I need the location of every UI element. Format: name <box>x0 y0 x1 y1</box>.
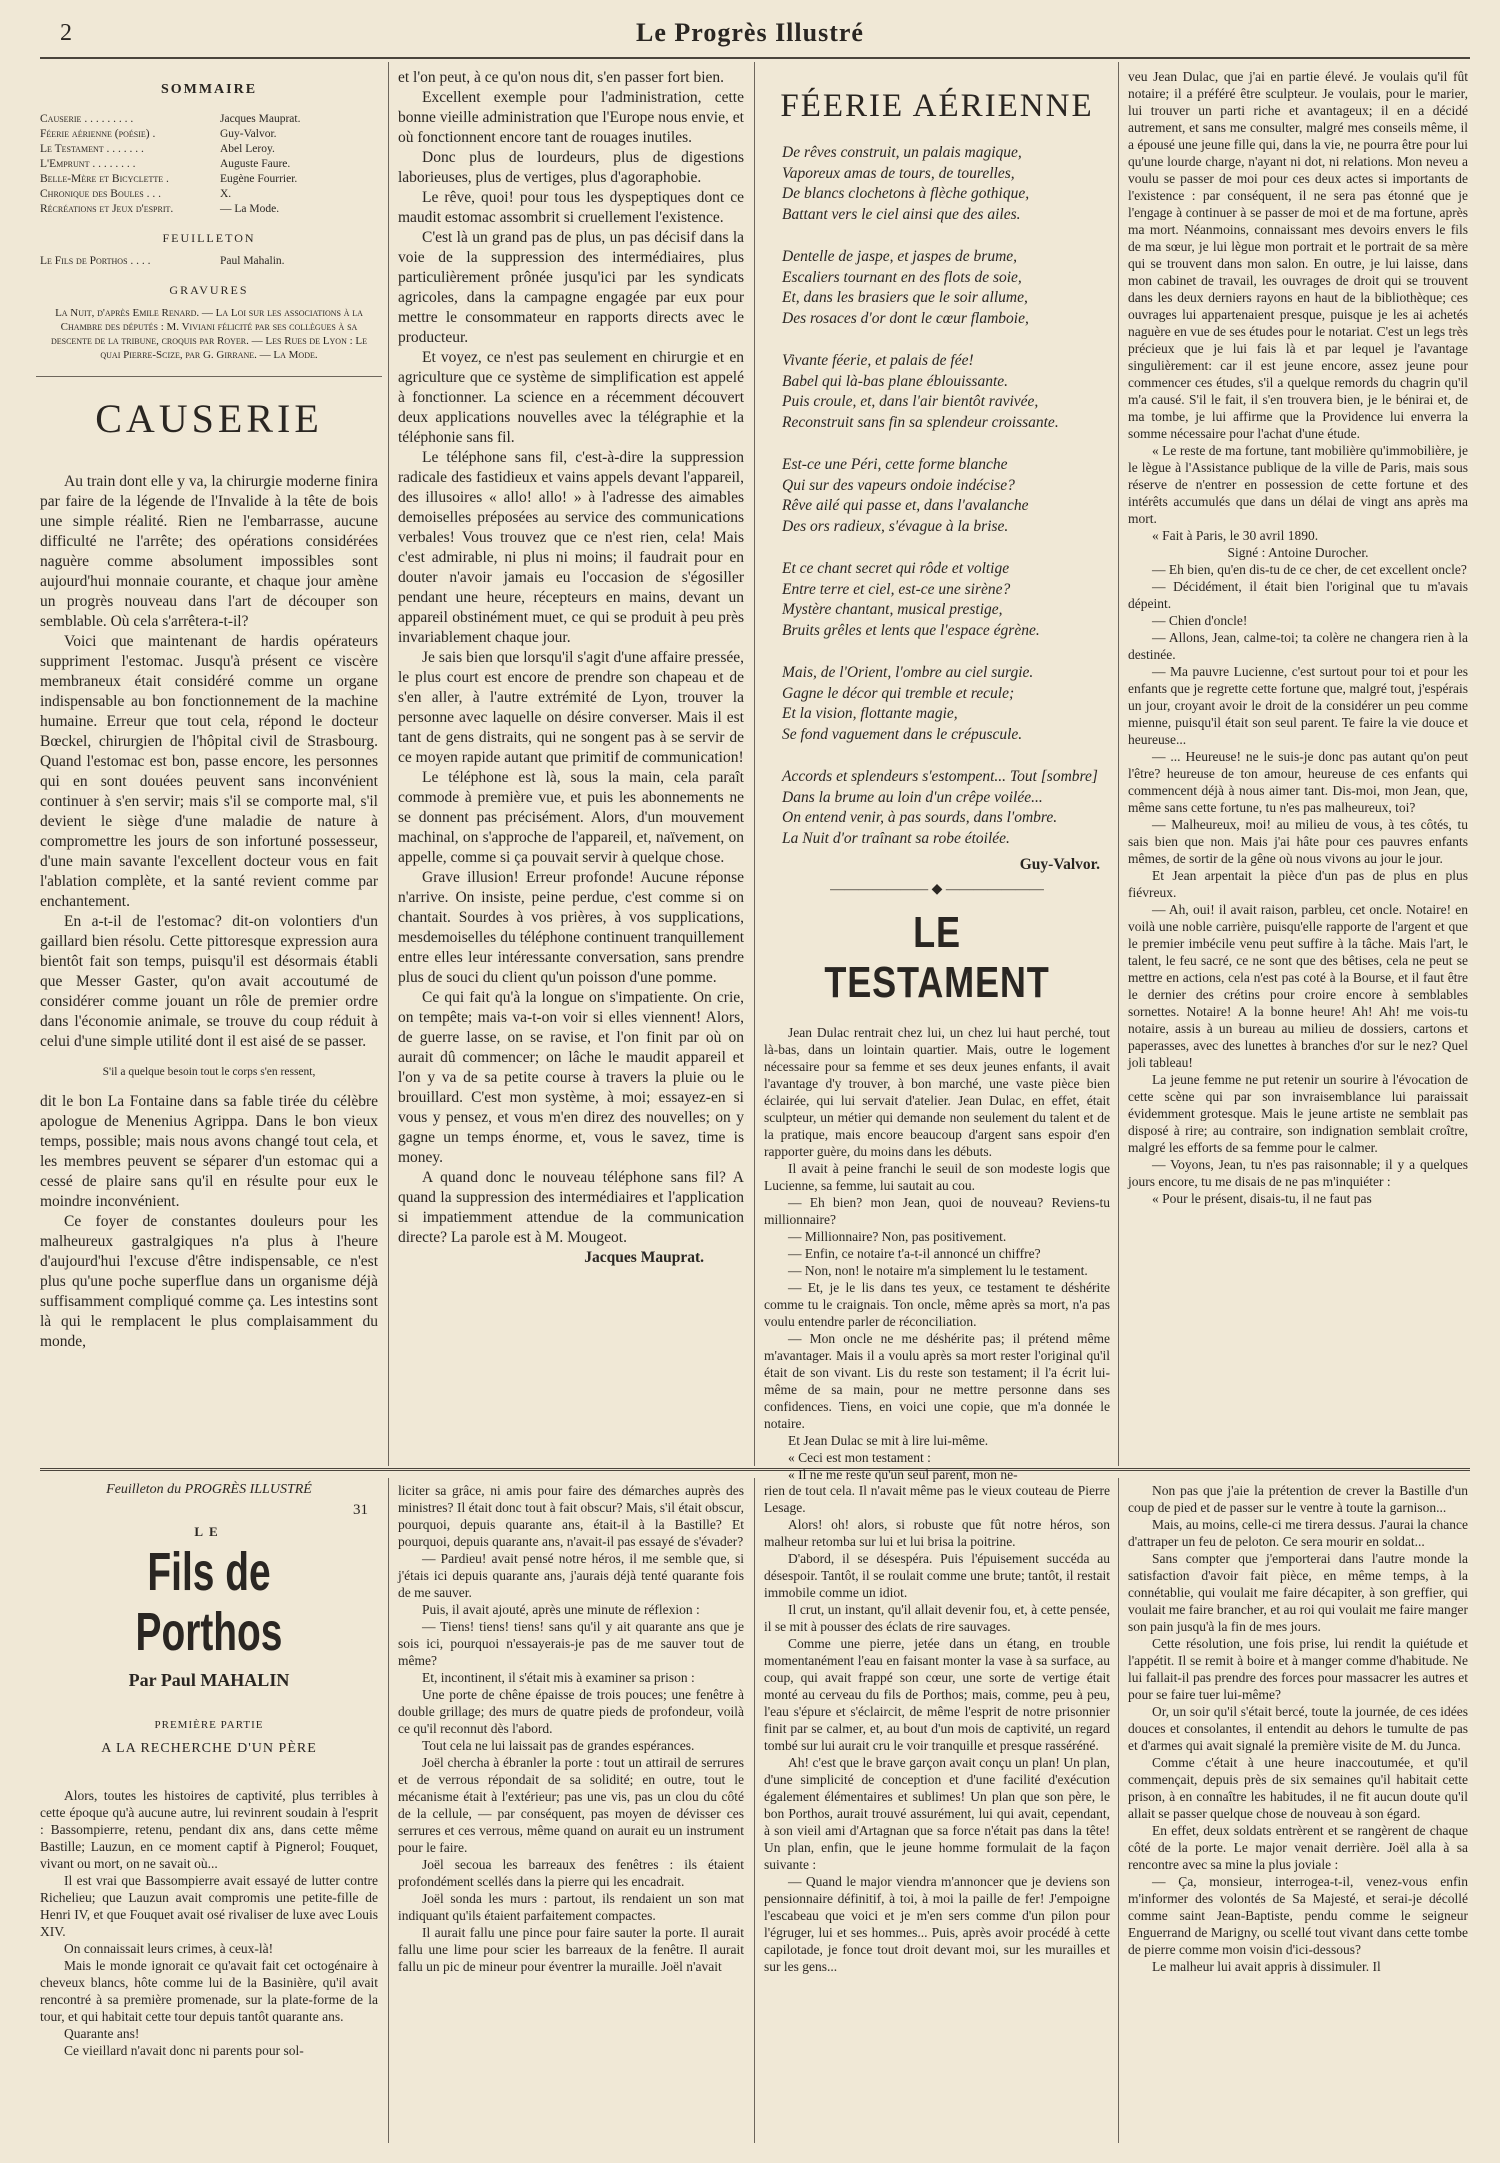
quote-line: S'il a quelque besoin tout le corps s'en ressent, <box>102 1066 316 1078</box>
paragraph: Cette résolution, une fois prise, lui rendit la quiétude et l'appétit. Il se remit à boire et à manger comme d'habitude. Ne lui fallait-il pas prendre des forces pour massacrer les autres et pour se faire tuer lui-même? <box>1128 1636 1468 1702</box>
stanza <box>782 559 1110 641</box>
page-number: 2 <box>60 20 72 46</box>
sommaire-item-author: Eugène Fourrier. <box>220 173 298 185</box>
sommaire-item-title: Causerie . . . . . . . . . <box>40 113 134 125</box>
paragraph: Et voyez, ce n'est pas seulement en chirurgie et en agriculture que ce système de simplification est appelé à fonctionner. La science en a récemment découvert deux applications nouvelles avec la télégraphie et la téléphonie sans fil. <box>398 349 744 446</box>
verse: Rêve ailé qui passe et, dans l'avalanche <box>782 497 1029 514</box>
paragraph: Signé : Antoine Durocher. <box>1227 545 1369 560</box>
sommaire-item <box>40 202 378 217</box>
sommaire-item-title: Féerie aérienne (poésie) . <box>40 128 156 140</box>
feuilleton-label: FEUILLETON <box>162 231 256 245</box>
paragraph: Je sais bien que lorsqu'il s'agit d'une affaire pressée, le plus court est encore de prendre son chapeau et de s'en aller, à l'autre extrémité de Lyon, trouver la personne avec laquelle on désire converser. Mais il est tant de gens distraits, qui ne songent pas à se servir de ce moyen rapide autant que primitif de communication! <box>398 649 744 766</box>
paragraph: Mais, au moins, celle-ci me tirera dessus. J'aurai la chance d'attraper un feu de peloton. Ce sera mourir en soldat... <box>1128 1517 1468 1549</box>
feerie-signature: Guy-Valvor. <box>1019 856 1100 873</box>
paragraph: « Ceci est mon testament : <box>788 1450 931 1465</box>
paragraph: — Mon oncle ne me déshérite pas; il prétend même m'avantager. Mais il a voulu après sa mort rester l'original qu'il était de son vivant. Lis du reste son testament; il l'a écrit lui-même de sa main, pour ne mettre personne dans ses confidences. Tiens, en voici une copie, que m'a donnée le notaire. <box>764 1331 1110 1431</box>
verse: De blancs clochetons à flèche gothique, <box>782 185 1030 202</box>
stanza <box>782 455 1110 537</box>
causerie-text <box>40 472 378 1352</box>
gravures-list: La Nuit, d'après Emile Renard. — La Loi sur les associations à la Chambre des députés : M. Viviani félicité par ses collègues à sa descente de la tribune, croquis par Royer. — Les Rues de Lyon : Le quai Pierre-Scize, par G. Girrane. — La Mode. <box>50 307 368 361</box>
paragraph: — Millionnaire? Non, pas positivement. <box>788 1229 1007 1244</box>
paragraph: « Le reste de ma fortune, tant mobilière qu'immobilière, je le lègue à l'Assistance publique de la ville de Paris, mais sous réserve de n'entrer en possession de cette fortune et des intérêts accumulés que dans un délai de vingt ans après ma mort. <box>1128 443 1468 526</box>
testament-title: LE TESTAMENT <box>824 908 1050 1007</box>
paragraph: On connaissait leurs crimes, à ceux-là! <box>64 1941 274 1956</box>
paragraph: Ah! c'est que le brave garçon avait conçu un plan! Un plan, d'une simplicité de conception et d'une facilité d'exécution également élémentaires et sublimes! Un plan que son père, le bon Porthos, aurait trouvé assurément, lui qui avait, cependant, à son vieil ami d'Artagnan que sa force n'était pas dans la tête! Un plan, enfin, que le jeune homme formulait de la façon suivante : <box>764 1755 1110 1872</box>
paragraph: et l'on peut, à ce qu'on nous dit, s'en passer fort bien. <box>398 69 725 86</box>
sommaire-rule <box>36 376 382 377</box>
column-rule <box>754 62 755 1466</box>
feuilleton-section: A LA RECHERCHE D'UN PÈRE <box>101 1741 317 1756</box>
column-1 <box>40 70 378 1465</box>
journal-title: Le Progrès Illustré <box>636 18 864 47</box>
paragraph: C'est là un grand pas de plus, un pas décisif dans la voie de la suppression des intermédiaires, plus particulièrement prônée jusqu'ici par les syndicats agricoles, dans la campagne engagée par eux pour mettre le consommateur en rapports directs avec le producteur. <box>398 229 744 346</box>
feuilleton-part: PREMIÈRE PARTIE <box>154 1719 264 1731</box>
paragraph: « Fait à Paris, le 30 avril 1890. <box>1152 528 1319 543</box>
paragraph: — Enfin, ce notaire t'a-t-il annoncé un chiffre? <box>788 1246 1041 1261</box>
sommaire-item-author: Guy-Valvor. <box>220 128 277 140</box>
feuilleton-text <box>40 1787 378 2059</box>
sommaire-item-author: Abel Leroy. <box>220 143 275 155</box>
sommaire-item-title: Le Fils de Porthos . . . . <box>40 255 151 267</box>
column-rule <box>388 1478 389 2143</box>
paragraph: Or, un soir qu'il s'était bercé, toute la journée, de ces idées douces et consolantes, il entendit au dehors le tumulte de pas et d'armes qui avait signalé la première visite de M. du Junca. <box>1128 1704 1468 1753</box>
paragraph: Le malheur lui avait appris à dissimuler. Il <box>1152 1959 1381 1974</box>
paragraph: Ce qui fait qu'à la longue on s'impatiente. On crie, on tempête; mais va-t-on voir si elles viennent! Alors, de guerre lasse, on se ravise, et l'on finit par où on aurait dû commencer; on lâche le maudit appareil et l'on y va de sa petite course à travers la pluie ou le brouillard. C'est mon système, à moi; essayez-en si vous y pensez, et vous m'en direz des nouvelles; on y gagne un temps énorme, et, vous le savez, time is money. <box>398 989 744 1166</box>
paragraph: rien de tout cela. Il n'avait même pas le vieux couteau de Pierre Lesage. <box>764 1483 1110 1515</box>
paragraph: — Voyons, Jean, tu n'es pas raisonnable; il y a quelques jours encore, tu me disais de ne pas m'inquiéter : <box>1128 1157 1468 1189</box>
paragraph: « Pour le présent, disais-tu, il ne faut pas <box>1152 1191 1372 1206</box>
verse: Mystère chantant, musical prestige, <box>782 601 1003 618</box>
verse: Escaliers tournant en des flots de soie, <box>782 268 1022 286</box>
poem <box>764 143 1110 849</box>
verse: Gagne le décor qui tremble et recule; <box>782 684 1015 702</box>
verse: Est-ce une Péri, cette forme blanche <box>782 456 1008 473</box>
stanza <box>782 351 1110 433</box>
sommaire-item-author: Jacques Mauprat. <box>220 113 301 125</box>
sommaire-item-author: Auguste Faure. <box>220 158 291 170</box>
verse: Reconstruit sans fin sa splendeur croissante. <box>782 413 1059 431</box>
paragraph: Une porte de chêne épaisse de trois pouces; une fenêtre à double grillage; des murs de quatre pieds de profondeur, voilà ce qu'il reconnut dès l'abord. <box>398 1687 744 1736</box>
stanza <box>782 767 1110 849</box>
paragraph: « Il ne me reste qu'un seul parent, mon ne- <box>788 1467 1018 1482</box>
paragraph: Comme une pierre, jetée dans un étang, en trouble momentanément l'eau en faisant monter la vase à sa surface, au coup, qui avait frappé son cœur, une sorte de vertige était monté au cerveau du fils de Porthos; mais, comme, peu à peu, l'eau s'épure et s'éclaircit, de même l'esprit de notre prisonnier finit par se calmer, et, au bout d'un mois de captivité, un regard tombé sur lui aurait cru le voir tranquille et presque rasséréné. <box>764 1636 1110 1753</box>
sommaire-list <box>40 112 378 217</box>
paragraph: — Quand le major viendra m'annoncer que je deviens son pensionnaire définitif, à toi, à moi la paille de fer! J'empoigne l'escabeau que voici et je m'en sers comme d'un pilon pour l'égruger, lui et ses hommes... Puis, après avoir procédé à cette capilotade, je fonce tout droit devant moi, sur les murailles et sur les gens... <box>764 1874 1110 1974</box>
title-article: LE <box>194 1524 224 1539</box>
paragraph: Excellent exemple pour l'administration, cette bonne vieille administration que l'Europe nous envie, et où fonctionnent encore tant de rouages inutiles. <box>398 89 744 146</box>
verse: Et ce chant secret qui rôde et voltige <box>782 560 1010 577</box>
paragraph: — Chien d'oncle! <box>1152 613 1248 628</box>
verse: Et la vision, flottante magie, <box>782 705 958 722</box>
feuilleton-divider <box>40 1468 1470 1471</box>
paragraph: — Tiens! tiens! tiens! sans qu'il y ait quarante ans que je sois ici, pourquoi n'essayerais-je pas de me sauver tout de même? <box>398 1619 744 1668</box>
paragraph: — Décidément, il était bien l'original que tu m'avais dépeint. <box>1128 579 1468 611</box>
paragraph: — Malheureux, moi! au milieu de vous, à tes côtés, tu sais bien que non. Mais j'ai hâte pour ces pauvres enfants mêmes, de sortir de la gêne où nous vivons au jour le jour. <box>1128 817 1468 866</box>
verse: Bruits grêles et lents que l'espace égrène. <box>782 621 1040 639</box>
paragraph: Mais le monde ignorait ce qu'avait fait cet octogénaire à cheveux blancs, hôte comme lui de la Basinière, qu'il avait rencontré à sa première promenade, sur la plate-forme de la tour, et qui habitait cette tour depuis tantôt quarante ans. <box>40 1958 378 2024</box>
paragraph: En effet, deux soldats entrèrent et se rangèrent de chaque côté de la porte. Le major venait derrière. Joël alla à sa rencontre avec sa mine la plus joviale : <box>1128 1823 1468 1872</box>
paragraph: — Eh bien, qu'en dis-tu de ce cher, de cet excellent oncle? <box>1152 562 1467 577</box>
verse: Vivante féerie, et palais de fée! <box>782 352 974 369</box>
verse: Entre terre et ciel, est-ce une sirène? <box>782 580 1011 598</box>
verse: Dans la brume au loin d'un crêpe voilée... <box>782 788 1043 806</box>
sommaire-item-title: Belle-Mère et Bicyclette . <box>40 173 169 185</box>
sommaire-item <box>40 142 378 157</box>
ornament-divider: ——————— ◆ ——————— <box>830 882 1044 897</box>
paragraph: Joël chercha à ébranler la porte : tout un attirail de serrures et de verrous répondait de sa solidité; en outre, tout le mécanisme était à l'extérieur; pas une vis, pas un clou du côté de la cellule, — par conséquent, pas moyen de dévisser ces serrures et ces verrous, même quand on aurait eu un instrument pour le faire. <box>398 1755 744 1855</box>
sommaire-item-author: Paul Mahalin. <box>220 255 285 267</box>
paragraph: Joël secoua les barreaux des fenêtres : ils étaient profondément scellés dans la pierre qui les encadrait. <box>398 1857 744 1889</box>
paragraph: Alors, toutes les histoires de captivité, plus terribles à cette époque qu'à aucune autre, lui revinrent soudain à l'esprit : Bassompierre, retenu, pendant dix ans, dans cette même Bastille; Lauzun, en ce moment captif à Pignerol; Fouquet, vivant ou mort, on ne savait où... <box>40 1788 378 1871</box>
paragraph: A quand donc le nouveau téléphone sans fil? A quand la suppression des intermédiaires et l'application si impatiemment attendue de la communication directe? La parole est à M. Mougeot. <box>398 1169 744 1246</box>
paragraph: Le téléphone est là, sous la main, cela paraît commode à première vue, et puis les abonnements ne se donnent pas précisément. Alors, d'un mouvement machinal, on s'approche de l'appareil, et, naïvement, on appelle, comme si ça pouvait servir à quelque chose. <box>398 769 744 866</box>
paragraph: Il crut, un instant, qu'il allait devenir fou, et, à cette pensée, il se mit à pousser des éclats de rire sauvages. <box>764 1602 1110 1634</box>
column-rule <box>754 1478 755 2143</box>
stanza <box>782 663 1110 745</box>
paragraph: Joël sonda les murs : partout, ils rendaient un son mat indiquant qu'ils étaient parfaitement compactes. <box>398 1891 744 1923</box>
verse: Puis croule, et, dans l'air bientôt ravivée, <box>782 393 1039 410</box>
paragraph: veu Jean Dulac, que j'ai en partie élevé. Je voulais qu'il fût notaire; il a préféré être sculpteur. Je voulais, pour le marier, lui trouver un parti riche et avantageux; il en a décidé autrement, et sans me consulter, malgré mes conseils même, il a épousé une jeune fille qui, dans la vie, ne pourra être pour lui qu'une lourde charge, n'ayant ni dot, ni relations. Mon neveu a voulu se passer de moi pour ces deux actes si importants de l'existence : par conséquent, il ne sera pas étonné que je l'engage à continuer à se passer de moi et de ma fortune, après ma mort. Néanmoins, connaissant mes devoirs envers le fils de ma sœur, je lui lègue mon portrait et le portrait de sa mère qui se trouvent dans mon salon. En outre, je lui laisse, dans mon cabinet de travail, les ouvrages de droit qui se trouvent dans les deux derniers rayons en haut de la bibliothèque; ces ouvrages lui appartenaient presque, puisque je les ai achetés naguère en vue de ses études pour le notariat. C'est un legs très précieux que je lui fais là et par lequel je l'avantage singulièrement: car il est jeune encore, assez jeune pour commencer ces études, s'il a quelque remords du chagrin qu'il m'a causé. S'il le fait, il s'en trouvera bien, je le bénirai et, de ma tombe, je lui affirme que la Providence lui enverra la somme nécessaire pour l'achat d'une étude. <box>1128 69 1469 441</box>
sommaire-item <box>40 254 378 269</box>
paragraph: Il avait à peine franchi le seuil de son modeste logis que Lucienne, sa femme, lui sautait au cou. <box>764 1161 1110 1193</box>
paragraph: Alors! oh! alors, si robuste que fût notre héros, son malheur retomba sur lui et lui brisa la poitrine. <box>764 1517 1110 1549</box>
stanza <box>782 247 1110 329</box>
paragraph: — Allons, Jean, calme-toi; ta colère ne changera rien à la destinée. <box>1128 630 1468 662</box>
paragraph: Donc plus de lourdeurs, plus de digestions laborieuses, plus de vertiges, plus d'agoraphobie. <box>398 149 744 186</box>
feuilleton-column-1 <box>40 1482 378 2142</box>
paragraph: Ce vieillard n'avait donc ni parents pour sol- <box>64 2043 304 2058</box>
paragraph: — Pardieu! avait pensé notre héros, il me semble que, si j'étais ici depuis quarante ans, j'aurais déjà tenté quarante fois de me sauver. <box>398 1551 744 1600</box>
paragraph: Il est vrai que Bassompierre avait essayé de lutter contre Richelieu; que Lauzun avait compromis une petite-fille de Henri IV, et que Fouquet avait osé rivaliser de luxe avec Louis XIV. <box>40 1873 378 1939</box>
paragraph: Et Jean arpentait la pièce d'un pas de plus en plus fiévreux. <box>1128 868 1468 900</box>
stanza <box>782 143 1110 225</box>
sommaire-item <box>40 157 378 172</box>
verse: Des ors radieux, s'évague à la brise. <box>782 517 1009 535</box>
column-3 <box>764 68 1110 1482</box>
paragraph: Ce foyer de constantes douleurs pour les malheureux gastralgiques n'a plus à l'heure d'aujourd'hui l'excuse d'être indispensable, ce n'est plus qu'une poche superflue dans un organisme déjà suffisamment compliqué comme ça. Les intestins sont là qui le remplacent le plus complaisamment du monde, <box>40 1213 378 1350</box>
sommaire-item <box>40 112 378 127</box>
verse: Et, dans les brasiers que le soir allume, <box>782 289 1028 306</box>
feuilleton-author: Par Paul MAHALIN <box>128 1670 290 1690</box>
verse: Des rosaces d'or dont le cœur flamboie, <box>782 309 1029 327</box>
paragraph: La jeune femme ne put retenir un sourire à l'évocation de cette scène qui par son invraisemblance lui paraissait évidemment grotesque. Mais le jeune artiste ne semblait pas disposé à rire; au contraire, son indignation semblait croître, malgré les efforts de sa femme pour le calmer. <box>1128 1072 1468 1155</box>
paragraph: — ... Heureuse! ne le suis-je donc pas autant qu'on peut l'être? heureuse de ton amour, heureuse de ces enfants qui commencent déjà à nous aimer tant. Dis-moi, mon Jean, que, même sans cette fortune, tu n'es pas malheureux, toi? <box>1128 749 1468 815</box>
sommaire-item-title: L'Emprunt . . . . . . . . <box>40 158 136 170</box>
paragraph: — Ma pauvre Lucienne, c'est surtout pour toi et pour les enfants que je regrette cette fortune que, malgré tout, j'espérais un jour, croyant avoir le droit de la considérer un peu comme mienne, puisqu'il était son seul parent. Te faire la vie douce et heureuse... <box>1128 664 1468 747</box>
verse: Mais, de l'Orient, l'ombre au ciel surgie. <box>782 664 1034 681</box>
causerie-signature: Jacques Mauprat. <box>584 1249 704 1266</box>
verse: Se fond vaguement dans le crépuscule. <box>782 725 1023 743</box>
paragraph: Le rêve, quoi! pour tous les dyspeptiques dont ce maudit estomac assombrit si cruellement l'existence. <box>398 189 744 226</box>
paragraph: dit le bon La Fontaine dans sa fable tirée du célèbre apologue de Menenius Agrippa. Dans le bon vieux temps, possible; mais nous avons changé tout cela, et les membres peuvent se séparer d'un estomac qui a cessé de plaire sans qu'il en résulte pour eux le moindre inconvénient. <box>40 1093 378 1210</box>
paragraph: — Ça, monsieur, interrogea-t-il, venez-vous enfin m'informer des volontés de Sa Majesté, et serai-je décollé comme saint Jean-Baptiste, pendu comme le seigneur Enguerrand de Marigny, ou scellé tout vivant dans cette tombe de pierre comme mon voisin d'ici-dessous? <box>1128 1874 1468 1957</box>
feuilleton-header: Feuilleton du PROGRÈS ILLUSTRÉ <box>106 1482 312 1497</box>
feuilleton-column-3 <box>764 1482 1110 2142</box>
paragraph: Sans compter que j'emporterai dans l'autre monde la satisfaction d'avoir fait pièce, en même temps, à la connétablie, qui voulait me faire décapiter, à son greffier, qui voulait me faire brancher, et au roi qui voulait me faire manger son pain jusqu'à la fin de mes jours. <box>1128 1551 1468 1634</box>
paragraph: D'abord, il se désespéra. Puis l'épuisement succéda au désespoir. Tantôt, il se roulait comme une brute; tantôt, il restait immobile comme un idiot. <box>764 1551 1110 1600</box>
verse: Qui sur des vapeurs ondoie indécise? <box>782 476 1015 494</box>
paragraph: — Et, je le lis dans tes yeux, ce testament te déshérite comme tu le craignais. Ton oncle, même après sa mort, n'a pas voulu entendre parler de réconciliation. <box>764 1280 1110 1329</box>
verse: Battant vers le ciel ainsi que des ailes. <box>782 205 1021 223</box>
column-rule <box>1118 62 1119 1466</box>
paragraph: Puis, il avait ajouté, après une minute de réflexion : <box>422 1602 700 1617</box>
gravures-label: GRAVURES <box>169 283 249 297</box>
verse: Dentelle de jaspe, et jaspes de brume, <box>782 248 1018 265</box>
verse: Accords et splendeurs s'estompent... Tout [sombre] <box>782 768 1098 785</box>
feuilleton-column-2 <box>398 1482 744 2142</box>
paragraph: liciter sa grâce, ni amis pour faire des démarches auprès des ministres? Il était donc tout à fait obscur? Mais, s'il était obscur, pourquoi, depuis quarante ans, était-il à la Bastille? Et pourquoi, depuis quarante ans, n'avait-il pas essayé de s'évader? <box>398 1483 744 1549</box>
paragraph: Comme c'était à une heure inaccoutumée, et qu'il commençait, depuis près de six semaines qu'il habitait cette prison, à en connaître les habitudes, il ne fit aucun doute qu'il allait se passer quelque chose de nouveau à son égard. <box>1128 1755 1468 1821</box>
paragraph: Tout cela ne lui laissait pas de grandes espérances. <box>422 1738 695 1753</box>
verse: De rêves construit, un palais magique, <box>782 144 1022 161</box>
paragraph: Quarante ans! <box>64 2026 140 2041</box>
feuilleton-title: Fils de Porthos <box>135 1542 283 1662</box>
sommaire-item-title: Le Testament . . . . . . . <box>40 143 144 155</box>
paragraph: Voici que maintenant de hardis opérateurs suppriment l'estomac. Jusqu'à présent ce viscère membraneux était considéré comme un organe indispensable au bon fonctionnement de la machine humaine. Erreur que tout cela, répond le docteur Bœckel, chirurgien de l'hôpital civil de Strasbourg. Quand l'estomac est bon, passe encore, les personnes qui en sont douées peuvent sans inconvénient continuer à s'en servir; mais s'il se comporte mal, s'il devient le siège d'une maladie de nature à compromettre les jours de son infortuné possesseur, d'une main savante l'excellent docteur vous en fait l'ablation complète, et la santé revient comme par enchantement. <box>40 633 378 910</box>
sommaire-item-title: Chronique des Boules . . . <box>40 188 162 200</box>
paragraph: Non pas que j'aie la prétention de crever la Bastille d'un coup de pied et de passer sur le ventre à toute la garnison... <box>1128 1483 1468 1515</box>
paragraph: Et, incontinent, il s'était mis à examiner sa prison : <box>422 1670 695 1685</box>
sommaire-item-title: Récréations et Jeux d'esprit. <box>40 203 174 215</box>
verse: Vaporeux amas de tours, de tourelles, <box>782 164 1015 182</box>
sommaire-item-author: X. <box>220 188 232 200</box>
column-2 <box>398 68 744 1464</box>
header-rule <box>40 57 1470 59</box>
column-4 <box>1128 68 1468 1464</box>
feerie-title: FÉERIE AÉRIENNE <box>780 88 1094 124</box>
verse: On entend venir, à pas sourds, dans l'ombre. <box>782 809 1058 826</box>
sommaire-item <box>40 172 378 187</box>
paragraph: Au train dont elle y va, la chirurgie moderne finira par faire de la légende de l'Invalide à la tête de bois une simple réalité. Rien ne l'embarrasse, aucune difficulté ne l'arrête; des opérations considérées naguère comme absolument impossibles sont aujourd'hui monnaie courante, et chaque jour amène un progrès nouveau dans l'art de découper son semblable. Où cela s'arrêtera-t-il? <box>40 473 378 630</box>
paragraph: Il aurait fallu une pince pour faire sauter la porte. Il aurait fallu une lime pour scier les barreaux de la fenêtre. Il aurait fallu un pic de mineur pour éventrer la muraille. Joël n'avait <box>398 1925 744 1974</box>
feuilleton-number: 31 <box>353 1502 368 1518</box>
paragraph: Jean Dulac rentrait chez lui, un chez lui haut perché, tout là-bas, dans un lointain quartier. Mais, outre le logement nécessaire pour sa femme et ses deux jeunes enfants, il avait l'avantage d'y trouver, à bon marché, une vaste pièce bien éclairée, qui lui servait d'atelier. Jean Dulac, en effet, était sculpteur, un métier qui demande non seulement du talent et de la pratique, mais encore beaucoup d'argent sans espoir d'en rapporter guère, du moins dans les débuts. <box>764 1025 1110 1159</box>
verse: La Nuit d'or traînant sa robe étoilée. <box>782 829 1010 847</box>
column-rule <box>1118 1478 1119 2143</box>
sommaire-item <box>40 127 378 142</box>
paragraph: Grave illusion! Erreur profonde! Aucune réponse n'arrive. On insiste, peine perdue, c'est comme si on chantait. Sourdes à vos prières, à vos supplications, mesdemoiselles du téléphone continuent tranquillement entre elles leur intéressante conversation, sans prendre plus de souci du client qu'un poisson d'une pomme. <box>398 869 744 986</box>
paragraph: — Non, non! le notaire m'a simplement lu le testament. <box>788 1263 1088 1278</box>
paragraph: Le téléphone sans fil, c'est-à-dire la suppression radicale des fastidieux et vains appels devant l'appareil, des illusoires « allo! allo! » à l'adresse des aimables demoiselles préposées au service des communications verbales! Vous trouvez que ce n'est rien, cela! Mais c'est admirable, ni plus ni moins; il faudrait pour en douter n'avoir jamais eu l'occasion de s'égosiller pendant une heure, récepteurs en mains, devant un appareil obstinément muet, ce qui se produit à peu près invariablement chaque jour. <box>398 449 744 646</box>
sommaire-item <box>40 187 378 202</box>
paragraph: — Eh bien? mon Jean, quoi de nouveau? Reviens-tu millionnaire? <box>764 1195 1110 1227</box>
causerie-title: CAUSERIE <box>95 396 323 441</box>
sommaire-title: SOMMAIRE <box>160 82 258 97</box>
paragraph: En a-t-il de l'estomac? dit-on volontiers d'un gaillard bien résolu. Cette pittoresque expression aura bientôt fait son temps, puisqu'il est désormais établi que Messer Gaster, qu'on avait accoutumé de considérer comme jouant un rôle de premier ordre dans l'économie animale, se trouve du coup réduit à celui d'une simple utilité dont il est aisé de se passer. <box>40 913 378 1050</box>
paragraph: Et Jean Dulac se mit à lire lui-même. <box>788 1433 989 1448</box>
verse: Babel qui là-bas plane éblouissante. <box>782 372 1009 390</box>
testament-text <box>764 1024 1110 1483</box>
paragraph: — Ah, oui! il avait raison, parbleu, cet oncle. Notaire! en voilà une noble carrière, puisqu'elle rapporte de l'argent et que le premier imbécile venu peut suffire à la tâche. Mais l'art, le talent, le feu sacré, ce ne sont que des bêtises, cela ne peut se mettre en actions, cela n'est pas coté à la Bourse, et il faut être le dernier des crétins pour croire encore à semblables sornettes. Notaire! A la bonne heure! Ah! Ah! me vois-tu notaire, assis à un bureau au milieu de dossiers, cartons et paperasses, avec des lunettes à branches d'or sur le nez? Quel joli tableau! <box>1128 902 1468 1070</box>
feuilleton-column-4 <box>1128 1482 1468 2142</box>
sommaire-item-author: — La Mode. <box>220 203 280 215</box>
column-rule <box>388 62 389 1466</box>
